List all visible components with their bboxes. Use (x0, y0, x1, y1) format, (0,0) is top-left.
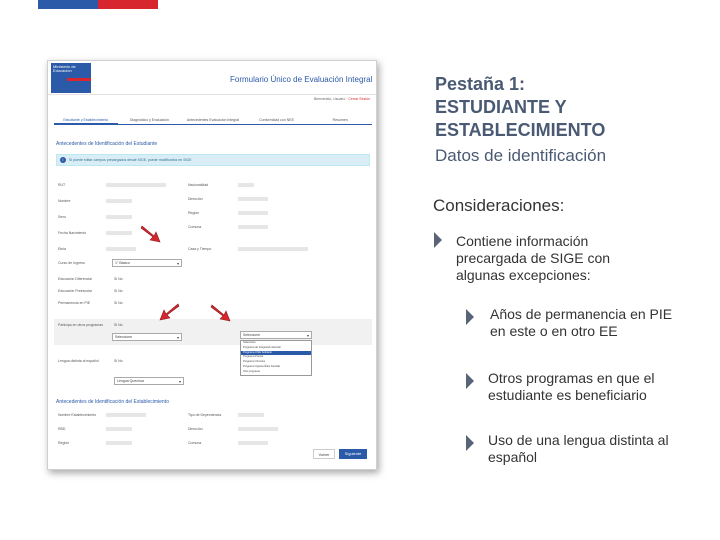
info-alert: i Si puede editar campos precargados desde SIGE, puede modificarlos en SIGE (56, 154, 370, 166)
years-select[interactable]: Seleccione ▾ (112, 333, 182, 341)
dropdown-option[interactable]: Seleccione (243, 341, 256, 344)
field-value (238, 413, 264, 417)
field-value (106, 427, 132, 431)
tab-estudiante[interactable]: Estudiante y Establecimiento (54, 115, 118, 124)
dropdown-option[interactable]: Programa Ingreso Ético Familiar (243, 364, 281, 368)
form-screenshot (47, 60, 377, 470)
field-label: Permanencia en PIE (58, 301, 91, 305)
logout-link[interactable]: Cerrar Sesión (348, 97, 370, 101)
dropdown-option[interactable]: Programa Vínculos (243, 360, 266, 364)
field-value (238, 225, 268, 229)
field-value (106, 231, 132, 235)
flag-color-bar (38, 0, 158, 9)
bullet-triangle-icon (465, 434, 475, 452)
field-value (238, 427, 278, 431)
bullet-triangle-icon (465, 372, 475, 390)
field-value (106, 199, 132, 203)
bullet-triangle-icon (433, 231, 443, 249)
tab-antecedentes[interactable]: Antecedentes Evaluación Integral (186, 118, 240, 122)
field-label: Lengua distinta al español (58, 359, 99, 363)
course-select[interactable]: 1° Básico ▾ (112, 259, 182, 267)
red-arrow-icon (156, 302, 180, 322)
radio-group[interactable]: Si No (114, 289, 123, 293)
form-header (48, 61, 376, 95)
field-label: Participa en otros programas (58, 323, 103, 327)
field-value (238, 441, 268, 445)
field-label: Comuna (188, 441, 202, 445)
slide-title: Pestaña 1: ESTUDIANTE Y ESTABLECIMIENTO (435, 74, 606, 140)
bullet-text: Uso de una lengua distinta al español (488, 432, 669, 465)
field-label: Etnia (58, 247, 66, 251)
section-student-title: Antecedentes de Identificación del Estudiante (56, 141, 158, 147)
field-value (106, 215, 132, 219)
ministry-logo: Ministerio de Educación (51, 63, 91, 93)
field-label: Educación Diferencial (58, 277, 92, 281)
programs-dropdown (240, 340, 312, 376)
field-label: Nombre Establecimiento (58, 413, 97, 417)
field-value (106, 441, 132, 445)
section-school-title: Antecedentes de Identificación del Establecimiento (56, 399, 169, 405)
field-label: RUT (58, 183, 66, 187)
bullet-text: Otros programas en que el estudiante es beneficiario (488, 370, 655, 403)
next-button[interactable]: Siguiente (339, 449, 367, 459)
language-select[interactable]: Lengua Quechua ▾ (114, 377, 184, 385)
field-value (238, 183, 254, 187)
user-line: Bienvenido, Usuario · Cerrar Sesión (313, 97, 370, 101)
field-label: Fecha Nacimiento (58, 231, 87, 235)
slide-subtitle: Datos de identificación (435, 146, 607, 165)
field-label: Tipo de Dependencia (188, 413, 222, 417)
bullet-text: Años de permanencia en PIE en este o en otro EE (490, 306, 673, 339)
dropdown-option[interactable]: Programa de Integración Escolar (243, 345, 281, 349)
field-value (106, 183, 166, 187)
field-value (106, 247, 136, 251)
radio-group[interactable]: Si No (114, 323, 123, 327)
field-value (238, 211, 268, 215)
red-arrow-icon (140, 224, 164, 244)
field-label: Dirección (188, 197, 203, 201)
radio-group[interactable]: Si No (114, 277, 123, 281)
form-tabs (54, 115, 372, 125)
field-label: RBD (58, 427, 66, 431)
radio-group[interactable]: Si No (114, 359, 123, 363)
dropdown-option[interactable]: Programa Chile Solidario (241, 351, 311, 356)
field-value (238, 247, 308, 251)
dropdown-option[interactable]: Programa Puente (243, 355, 264, 359)
info-icon: i (60, 157, 66, 163)
field-label: Nombre (58, 199, 71, 203)
field-label: Región (188, 211, 200, 215)
radio-group[interactable]: Si No (114, 301, 123, 305)
field-value (106, 413, 146, 417)
back-button[interactable]: Volver (313, 449, 335, 459)
field-label: Región (58, 441, 70, 445)
tab-conformidad[interactable]: Conformidad con NEE (259, 118, 294, 122)
field-value (238, 197, 268, 201)
dropdown-option[interactable]: Otro programa (243, 369, 260, 373)
field-label: Comuna (188, 225, 202, 229)
field-label: Nacionalidad (188, 183, 209, 187)
programs-select[interactable]: Seleccione ▾ (240, 331, 312, 339)
field-label: Sexo (58, 215, 66, 219)
form-title: Formulario Único de Evaluación Integral (230, 75, 373, 84)
tab-diagnostico[interactable]: Diagnóstico y Evaluación (129, 118, 169, 122)
field-label: Dirección (188, 427, 203, 431)
bullet-triangle-icon (465, 308, 475, 326)
red-arrow-icon (210, 303, 234, 323)
field-label: Educación Preescolar (58, 289, 93, 293)
bullet-text: Contiene información precargada de SIGE con algunas excepciones: (456, 233, 611, 283)
field-label: Curso de Ingreso (58, 261, 85, 265)
field-label: Casa y Tiempo (188, 247, 212, 251)
tab-resumen[interactable]: Resumen (332, 118, 348, 122)
considerations-heading: Consideraciones: (433, 196, 565, 215)
